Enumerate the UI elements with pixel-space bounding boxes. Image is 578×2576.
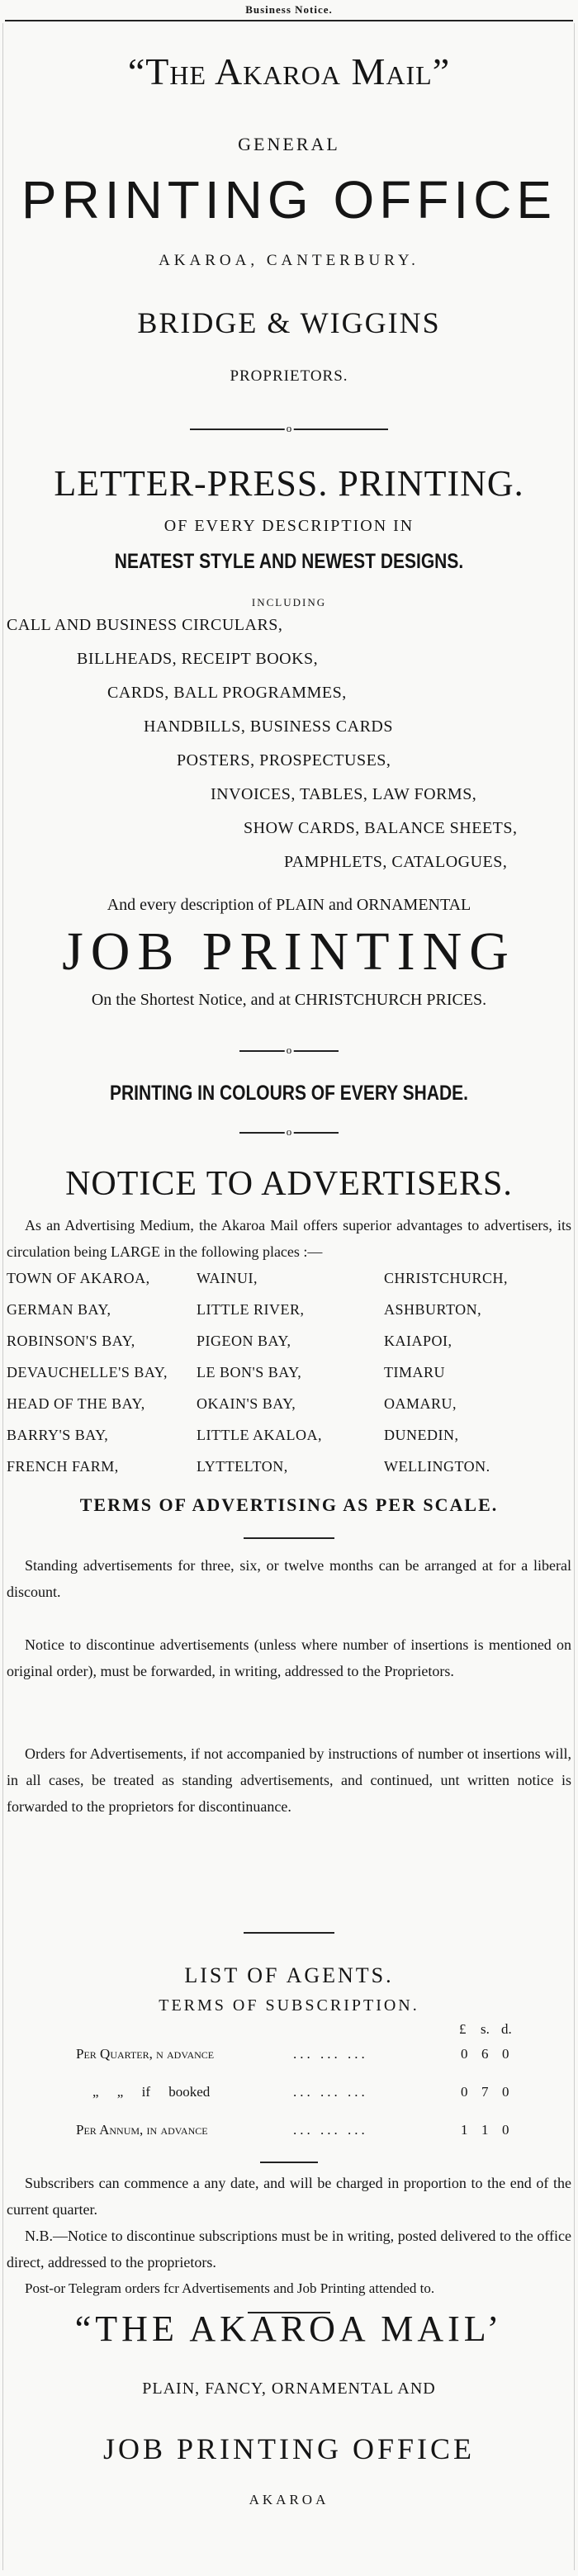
amount-pounds: 1 xyxy=(461,2122,468,2138)
notice-intro: As an Advertising Medium, the Akaroa Mail offers superior advantages to advertisers, its circulation being LARGE in the following places :— xyxy=(7,1217,571,1260)
place-name: OAMARU, xyxy=(384,1395,457,1412)
currency-shillings: s. xyxy=(481,2021,490,2037)
place-name: DUNEDIN, xyxy=(384,1427,459,1443)
subscription-row-label: Per Quarter, n advance xyxy=(76,2046,215,2062)
place-name: HEAD OF THE BAY, xyxy=(7,1395,145,1412)
leader-dots: ... ... ... xyxy=(293,2122,368,2138)
proprietors-label: PROPRIETORS. xyxy=(230,367,348,385)
amount-shillings: 7 xyxy=(481,2084,489,2100)
subscribers-paragraph: Subscribers can commence a any date, and will be charged in proportion to the end of the current quarter. xyxy=(7,2175,571,2218)
place-name: CHRISTCHURCH, xyxy=(384,1270,509,1286)
mail-title: “The Akaroa Mail” xyxy=(127,50,451,92)
amount-pence: 0 xyxy=(502,2122,509,2138)
discontinue-ads-paragraph: Notice to discontinue advertisements (unless where number of insertions is mentioned on original order), must be forwarded, in writing, addressed to the Proprietors. xyxy=(7,1636,571,1679)
amount-shillings: 6 xyxy=(481,2046,489,2062)
list-item: INVOICES, TABLES, LAW FORMS, xyxy=(211,785,477,803)
header-label: Business Notice. xyxy=(245,3,333,16)
place-name: DEVAUCHELLE'S BAY, xyxy=(7,1364,168,1380)
plain-ornamental-line: And every description of PLAIN and ORNAMENTAL xyxy=(107,896,471,914)
notice-title: NOTICE TO ADVERTISERS. xyxy=(65,1165,513,1203)
section-rule xyxy=(260,2162,318,2163)
leader-dots: ... ... ... xyxy=(293,2046,368,2062)
subscription-title: TERMS OF SUBSCRIPTION. xyxy=(159,1996,419,2015)
place-name: WAINUI, xyxy=(197,1270,258,1286)
leader-dots: ... ... ... xyxy=(293,2084,368,2100)
place-name: OKAIN'S BAY, xyxy=(197,1395,296,1412)
shortest-notice: On the Shortest Notice, and at CHRISTCHURCH PRICES. xyxy=(91,991,487,1009)
currency-pounds: £ xyxy=(459,2021,467,2037)
list-item: POSTERS, PROSPECTUSES, xyxy=(177,751,391,769)
subscription-row-label: „ „ if booked xyxy=(92,2084,211,2100)
place-name: PIGEON BAY, xyxy=(197,1333,291,1349)
subscription-row-label: Per Annum, in advance xyxy=(76,2122,208,2138)
list-item: CARDS, BALL PROGRAMMES, xyxy=(107,684,347,702)
header-rule xyxy=(5,20,573,21)
ornament-divider: o xyxy=(190,421,388,438)
orders-paragraph: Orders for Advertisements, if not accompanied by instructions of number ot insertions will, in all cases, be treated as standing advertisements, and continued, unt written notice is forwarded to the proprietors for discontinuance. xyxy=(7,1745,571,1815)
nb-paragraph: N.B.—Notice to discontinue subscriptions must be in writing, posted delivered to the office direct, addressed to the proprietors. xyxy=(7,2228,571,2271)
letterpress-title: LETTER-PRESS. PRINTING. xyxy=(54,463,524,504)
list-item: HANDBILLS, BUSINESS CARDS xyxy=(144,717,393,736)
place-name: LE BON'S BAY, xyxy=(197,1364,302,1380)
section-rule xyxy=(244,1537,334,1539)
amount-pence: 0 xyxy=(502,2084,509,2100)
place-name: GERMAN BAY, xyxy=(7,1301,111,1318)
left-page-edge xyxy=(2,23,3,2570)
location-label: AKAROA, CANTERBURY. xyxy=(159,252,419,269)
including-label: INCLUDING xyxy=(251,596,327,608)
place-name: TOWN OF AKAROA, xyxy=(7,1270,150,1286)
firm-name: BRIDGE & WIGGINS xyxy=(137,306,441,339)
standing-ads-paragraph: Standing advertisements for three, six, or twelve months can be arranged at for a liberal discount. xyxy=(7,1557,571,1600)
advertising-terms: TERMS OF ADVERTISING AS PER SCALE. xyxy=(79,1494,499,1515)
place-name: LITTLE RIVER, xyxy=(197,1301,305,1318)
currency-pence: d. xyxy=(501,2021,512,2037)
colours-line: PRINTING IN COLOURS OF EVERY SHADE. xyxy=(109,1082,469,1105)
place-name: LYTTELTON, xyxy=(197,1458,288,1475)
place-name: WELLINGTON. xyxy=(384,1458,490,1475)
every-description: OF EVERY DESCRIPTION IN xyxy=(163,517,415,535)
ornament-divider: o xyxy=(239,1043,339,1059)
list-item: CALL AND BUSINESS CIRCULARS, xyxy=(7,616,283,634)
footer-location: AKAROA xyxy=(249,2492,329,2507)
orders-attended-paragraph: Post-or Telegram orders fcr Advertisements and Job Printing attended to. xyxy=(25,2280,435,2296)
general-label: GENERAL xyxy=(238,134,340,154)
footer-mail-title: “THE AKAROA MAIL’ xyxy=(74,2308,504,2349)
amount-shillings: 1 xyxy=(481,2122,489,2138)
place-name: ROBINSON'S BAY, xyxy=(7,1333,135,1349)
place-name: TIMARU xyxy=(384,1364,445,1380)
list-item: PAMPHLETS, CATALOGUES, xyxy=(284,853,508,871)
ornament-divider: o xyxy=(239,1125,339,1141)
neatest-style: NEATEST STYLE AND NEWEST DESIGNS. xyxy=(114,550,464,573)
place-name: KAIAPOI, xyxy=(384,1333,452,1349)
right-page-edge xyxy=(574,23,575,2570)
footer-plain-fancy: PLAIN, FANCY, ORNAMENTAL AND xyxy=(142,2379,436,2398)
footer-job-office: JOB PRINTING OFFICE xyxy=(102,2432,476,2465)
place-name: BARRY'S BAY, xyxy=(7,1427,109,1443)
printing-office-title: PRINTING OFFICE xyxy=(21,170,557,230)
list-item: BILLHEADS, RECEIPT BOOKS, xyxy=(77,650,319,668)
place-name: FRENCH FARM, xyxy=(7,1458,119,1475)
place-name: ASHBURTON, xyxy=(384,1301,482,1318)
place-name: LITTLE AKALOA, xyxy=(197,1427,322,1443)
job-printing-title: JOB PRINTING xyxy=(62,921,516,982)
amount-pence: 0 xyxy=(502,2046,509,2062)
agents-title: LIST OF AGENTS. xyxy=(184,1963,394,1987)
amount-pounds: 0 xyxy=(461,2046,468,2062)
list-item: SHOW CARDS, BALANCE SHEETS, xyxy=(244,819,518,837)
section-rule xyxy=(244,1932,334,1934)
amount-pounds: 0 xyxy=(461,2084,468,2100)
